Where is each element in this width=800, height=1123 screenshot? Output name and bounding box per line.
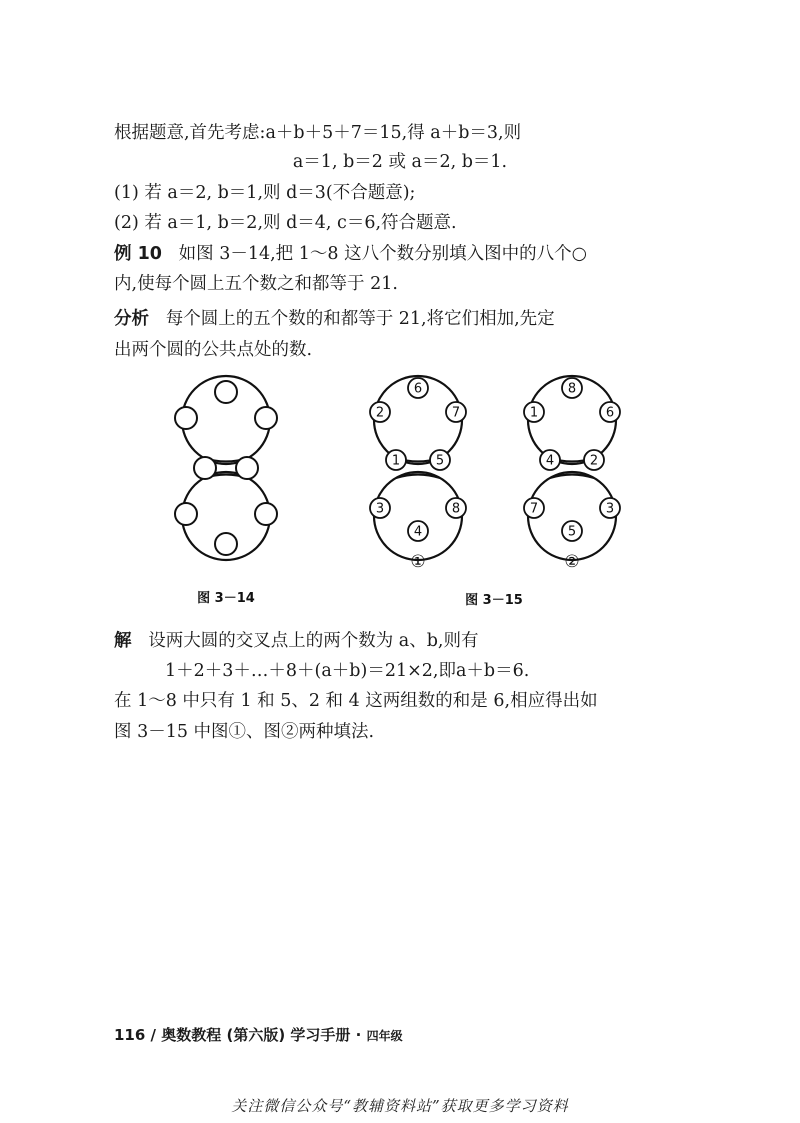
- analysis-label: 分析: [114, 309, 149, 329]
- fig15b-lower-left: 7: [529, 501, 539, 517]
- example-label: 例 10: [114, 244, 162, 264]
- text-line-1: 根据题意,首先考虑:a＋b＋5＋7＝15,得 a＋b＝3,则: [114, 123, 522, 143]
- fig15b-mid-left: 4: [545, 453, 555, 469]
- grade-label: 四年级: [366, 1029, 403, 1043]
- page-number: 116: [114, 1026, 146, 1044]
- conclusion-line-2: 图 3－15 中图①、图②两种填法.: [114, 722, 375, 742]
- watermark-text: 关注微信公众号“教辅资料站”获取更多学习资料: [231, 1097, 569, 1115]
- figure-3-15-1: [370, 376, 466, 572]
- conclusion-line-1: 在 1～8 中只有 1 和 5、2 和 4 这两组数的和是 6,相应得出如: [114, 691, 598, 711]
- caption-3-15: 图 3－15: [465, 593, 523, 608]
- page-footer: [114, 1024, 403, 1045]
- example-line-2: 内,使每个圆上五个数之和都等于 21.: [114, 274, 398, 294]
- figures: [0, 372, 800, 612]
- book-title: / 奥数教程 (第六版) 学习手册 ·: [150, 1026, 362, 1044]
- fig15a-mid-right: 5: [435, 453, 445, 469]
- analysis-line-2: 出两个圆的公共点处的数.: [114, 340, 313, 360]
- fig15a-bottom: 4: [413, 524, 423, 540]
- fig15a-upper-left: 2: [375, 405, 385, 421]
- analysis-line: [114, 305, 694, 333]
- text-line-3: (1) 若 a＝2, b＝1,则 d＝3(不合题意);: [114, 183, 416, 203]
- example-line: [114, 240, 694, 268]
- fig15a-lower-right: 8: [451, 501, 461, 517]
- caption-3-14: 图 3－14: [197, 591, 255, 606]
- text-line-4: (2) 若 a＝1, b＝2,则 d＝4, c＝6,符合题意.: [114, 213, 457, 233]
- fig15b-top: 8: [567, 381, 577, 397]
- fig15a-mid-left: 1: [391, 453, 401, 469]
- text-line-2: a＝1, b＝2 或 a＝2, b＝1.: [292, 152, 508, 172]
- fig15b-upper-left: 1: [529, 405, 539, 421]
- example-text: 如图 3－14,把 1～8 这八个数分别填入图中的八个○: [178, 244, 587, 264]
- figure-3-15-2: [524, 376, 620, 572]
- fig15b-bottom: 5: [567, 524, 577, 540]
- solution-label: 解: [114, 631, 132, 651]
- equation-line: 1＋2＋3＋…＋8＋(a＋b)＝21×2,即a＋b＝6.: [165, 661, 530, 681]
- figure-3-14: [175, 376, 277, 560]
- fig15a-lower-left: 3: [375, 501, 385, 517]
- fig15b-upper-right: 6: [605, 405, 615, 421]
- solution-line: [114, 627, 694, 655]
- fig15a-upper-right: 7: [451, 405, 461, 421]
- fig15b-mid-right: 2: [589, 453, 599, 469]
- fig15a-top: 6: [413, 381, 423, 397]
- solution-text: 设两大圆的交叉点上的两个数为 a、b,则有: [148, 631, 479, 651]
- sub-label-2: ②: [564, 552, 580, 572]
- fig15b-lower-right: 3: [605, 501, 615, 517]
- sub-label-1: ①: [410, 552, 426, 572]
- analysis-text: 每个圆上的五个数的和都等于 21,将它们相加,先定: [165, 309, 555, 329]
